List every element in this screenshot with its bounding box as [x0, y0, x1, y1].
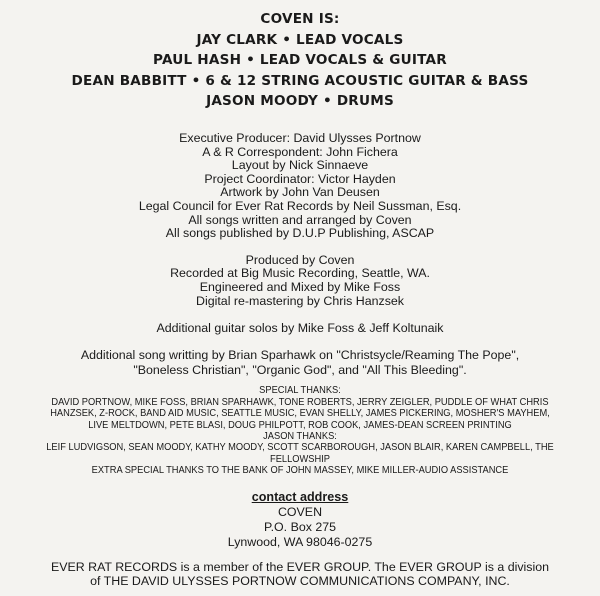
footer-line: EVER RAT RECORDS is a member of the EVER GROUP. The EVER GROUP is a division	[50, 559, 550, 574]
song-writing-credit	[0, 348, 600, 377]
thanks-block	[0, 385, 600, 476]
thanks-line: HANZSEK, Z-ROCK, BAND AID MUSIC, SEATTLE MUSIC, EVAN SHELLY, JAMES PICKERING, MOSHER'S MAYHEM,	[50, 408, 550, 420]
credit-line: Legal Council for Ever Rat Records by Neil Sussman, Esq.	[138, 198, 462, 213]
guitar-solos-credit: Additional guitar solos by Mike Foss & Jeff Koltunaik	[156, 321, 444, 336]
credit-line: All songs published by D.U.P Publishing, ASCAP	[165, 226, 435, 241]
contact-line: P.O. Box 275	[263, 519, 337, 534]
credit-line: Layout by Nick Sinnaeve	[231, 158, 369, 173]
extra-thanks-line: EXTRA SPECIAL THANKS TO THE BANK OF JOHN MASSEY, MIKE MILLER-AUDIO ASSISTANCE	[91, 465, 509, 477]
thanks-line: LIVE MELTDOWN, PETE BLASI, DOUG PHILPOTT, ROB COOK, JAMES-DEAN SCREEN PRINTING	[88, 419, 512, 431]
production-line: Produced by Coven	[245, 252, 355, 267]
member-line: JASON MOODY • DRUMS	[206, 93, 394, 110]
contact-heading: contact address	[251, 489, 349, 504]
credits-block	[0, 132, 600, 241]
thanks-line: DAVID PORTNOW, MIKE FOSS, BRIAN SPARHAWK, TONE ROBERTS, JERRY ZEIGLER, PUDDLE OF WHAT CHRIS	[51, 396, 549, 408]
song-writing-line: "Boneless Christian", "Organic God", and "All This Bleeding".	[133, 362, 467, 377]
credit-line: Executive Producer: David Ulysses Portnow	[179, 130, 421, 145]
contact-line: COVEN	[277, 504, 323, 519]
contact-line: Lynwood, WA 98046-0275	[227, 534, 373, 549]
song-writing-line: Additional song writting by Brian Sparhawk on "Christsycle/Reaming The Pope",	[80, 348, 520, 363]
credit-line: Project Coordinator: Victor Hayden	[204, 171, 396, 186]
production-line: Engineered and Mixed by Mike Foss	[199, 279, 401, 294]
credit-line: All songs written and arranged by Coven	[188, 212, 412, 227]
band-members	[0, 9, 600, 112]
special-thanks-heading: SPECIAL THANKS:	[259, 385, 341, 397]
member-line: PAUL HASH • LEAD VOCALS & GUITAR	[153, 52, 447, 69]
production-block	[0, 254, 600, 308]
production-line: Recorded at Big Music Recording, Seattle, WA.	[170, 266, 430, 281]
thanks-line: FELLOWSHIP	[270, 453, 330, 465]
members-heading: COVEN IS:	[260, 11, 340, 27]
contact-address	[0, 490, 600, 550]
footer-notice	[0, 560, 600, 589]
production-line: Digital re-mastering by Chris Hanzsek	[196, 293, 404, 308]
credit-line: A & R Correspondent: John Fichera	[202, 144, 398, 159]
thanks-line: LEIF LUDVIGSON, SEAN MOODY, KATHY MOODY, SCOTT SCARBOROUGH, JASON BLAIR, KAREN CAMPBELL, THE	[46, 442, 554, 454]
footer-line: of THE DAVID ULYSSES PORTNOW COMMUNICATIONS COMPANY, INC.	[90, 573, 510, 588]
member-line: DEAN BABBITT • 6 & 12 STRING ACOUSTIC GUITAR & BASS	[71, 72, 529, 89]
credit-line: Artwork by John Van Deusen	[220, 185, 380, 200]
member-line: JAY CLARK • LEAD VOCALS	[196, 31, 404, 48]
jason-thanks-heading: JASON THANKS:	[263, 430, 337, 442]
